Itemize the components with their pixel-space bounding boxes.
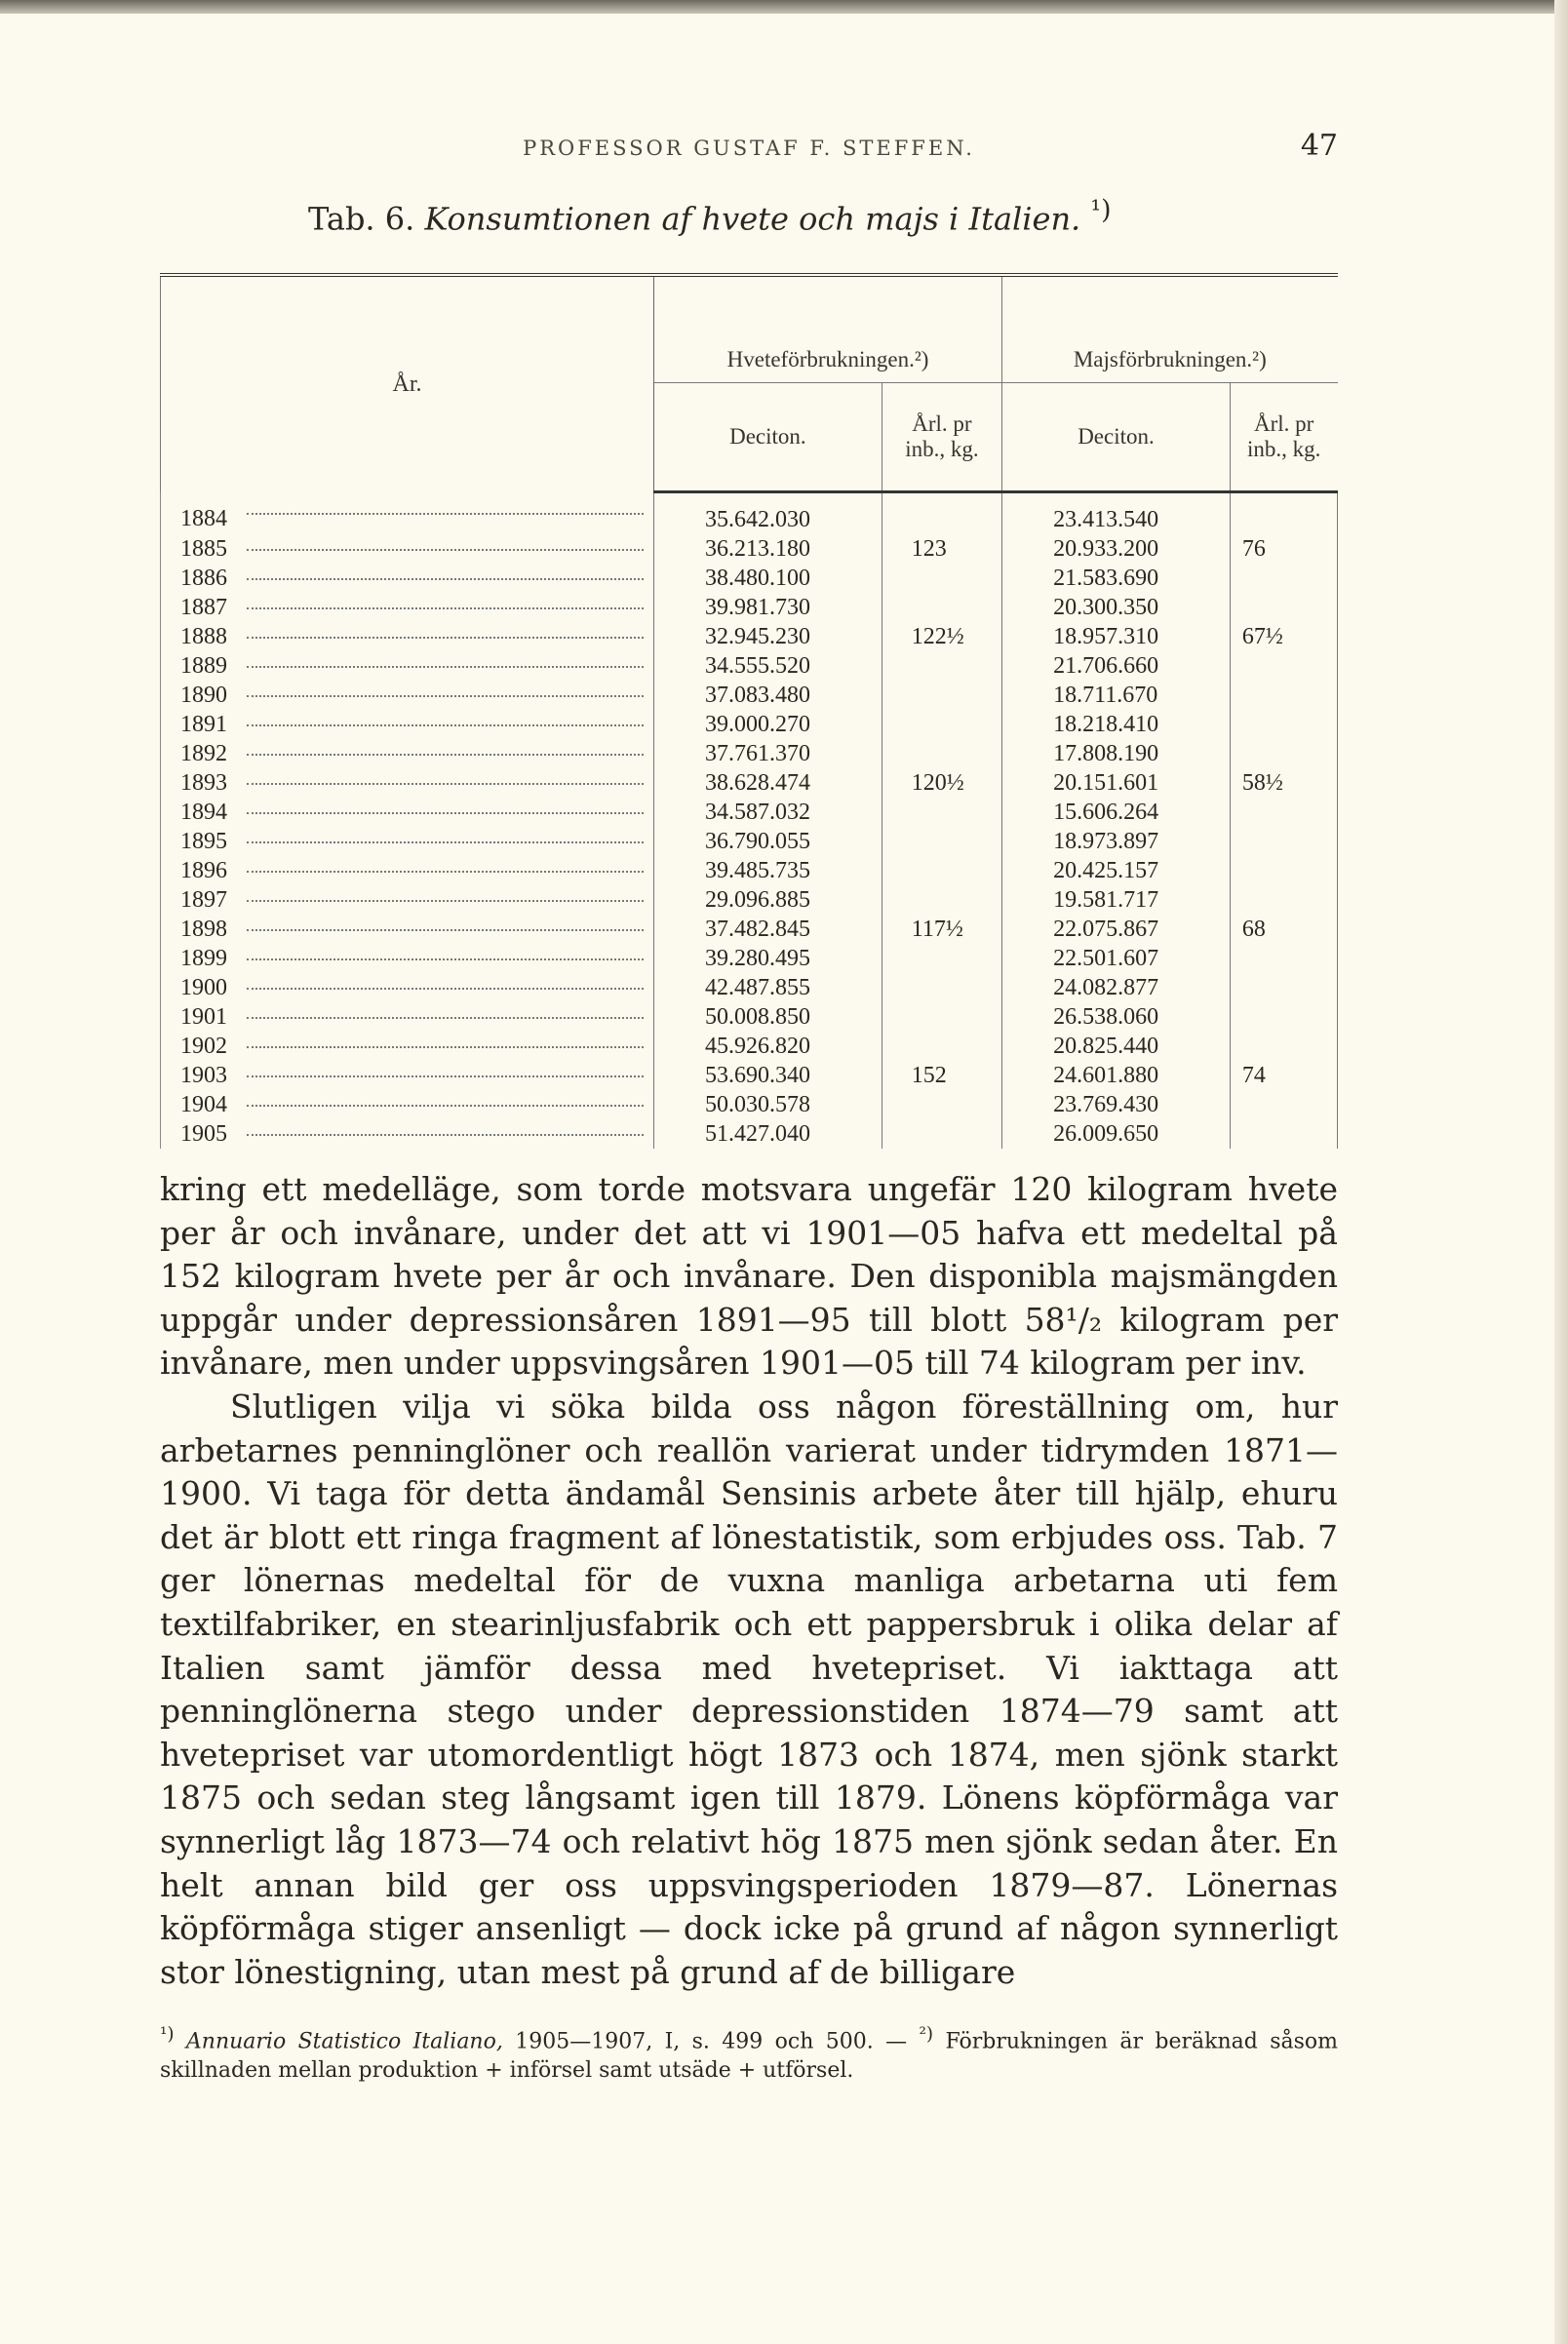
maize-avg-cell [1230,798,1337,827]
consumption-table [160,273,1338,1149]
table-row [161,885,1338,915]
dot-leader [247,578,644,580]
table-row [161,915,1338,944]
year-cell: 1901 [161,1002,654,1032]
wheat-avg-cell [882,885,1001,915]
dot-leader [247,666,644,668]
wheat-avg-cell [882,856,1001,885]
table-row [161,710,1338,739]
maize-deciton-cell: 18.973.897 [1002,827,1231,856]
maize-deciton-cell: 21.583.690 [1002,564,1231,593]
maize-avg-cell [1230,739,1337,768]
dot-leader [247,958,644,960]
year-cell: 1891 [161,710,654,739]
table-row [161,768,1338,798]
body-text [160,1168,1338,1994]
table-row [161,1061,1338,1090]
dot-leader [247,637,644,639]
maize-avg-cell: 74 [1230,1061,1337,1090]
maize-deciton-cell: 26.538.060 [1002,1002,1231,1032]
maize-deciton-cell: 20.151.601 [1002,768,1231,798]
wheat-deciton-cell: 37.482.845 [705,917,810,942]
table-title: Konsumtionen af hvete och majs i Italien. [424,200,1081,238]
year-cell: 1897 [161,885,654,915]
wheat-avg-cell: 117½ [882,915,1001,944]
table-row [161,593,1338,622]
maize-avg-cell [1230,492,1337,535]
wheat-deciton-cell: 29.096.885 [705,887,810,913]
year-cell: 1888 [161,622,654,651]
maize-deciton-cell: 17.808.190 [1002,739,1231,768]
wheat-deciton-cell: 32.945.230 [705,624,810,649]
maize-avg-cell [1230,593,1337,622]
year-cell: 1886 [161,564,654,593]
maize-deciton-cell: 26.009.650 [1002,1119,1231,1149]
table-row [161,798,1338,827]
body-paragraph: kring ett medelläge, som torde motsvara ungefär 120 kilogram hvete per år och invånare, under det att vi 1901—05 hafva ett medeltal på 152 kilogram hvete per år och invånare. Den disponibla majsmängden uppgår under depressionsåren 1891—95 till blott 58¹/₂ kilogram per invånare, men under uppsvingsåren 1901—05 till 74 kilogram per inv. [160,1170,1338,1383]
body-paragraph: Slutligen vilja vi söka bilda oss någon föreställning om, hur arbetarnes penninglöner och reallön varierat under tidrymden 1871—1900. Vi taga för detta ändamål Sensinis arbete åter till hjälp, ehuru det är blott ett ringa fragment af lönestatistik, som erbjudes oss. Tab. 7 ger lönernas medeltal för de vuxna manliga arbetarna uti fem textilfabriker, en stearinljusfabrik och ett pappersbruk i olika delar af Italien samt jämför dessa med hvetepriset. Vi iakttaga att penninglönerna stego under depressionstiden 1874—79 samt att hvetepriset var utomordentligt högt 1873 och 1874, men sjönk starkt 1875 och sedan steg långsamt igen till 1879. Lönens köpförmåga var synnerligt låg 1873—74 och relativt hög 1875 men sjönk sedan åter. En helt annan bild ger oss uppsvingsperioden 1879—87. Lönernas köpförmåga stiger ansenligt — dock icke på grund af någon synnerligt stor lönestigning, utan mest på grund af de billigare [160,1387,1338,1991]
table-row [161,651,1338,681]
wheat-deciton-cell: 37.083.480 [705,683,810,708]
wheat-deciton-cell: 39.485.735 [705,858,810,883]
wheat-deciton-cell: 39.000.270 [705,712,810,737]
maize-avg-cell [1230,651,1337,681]
year-cell: 1905 [161,1119,654,1149]
maize-avg-cell: 76 [1230,534,1337,564]
year-cell: 1898 [161,915,654,944]
footnote-source-title: Annuario Statistico Italiano, [185,2029,503,2054]
maize-avg-cell [1230,856,1337,885]
maize-avg-cell [1230,944,1337,973]
running-head: PROFESSOR GUSTAF F. STEFFEN. [523,137,975,160]
table-row [161,739,1338,768]
table-row [161,1119,1338,1149]
wheat-avg-cell [882,739,1001,768]
table-row [161,534,1338,564]
maize-header: Majsförbrukningen.²) [1002,275,1338,383]
wheat-deciton-cell: 38.628.474 [705,770,810,796]
page-number: 47 [1300,129,1338,163]
dot-leader [247,1075,644,1077]
wheat-avg-cell [882,827,1001,856]
maize-deciton-cell: 18.957.310 [1002,622,1231,651]
wheat-deciton-cell: 50.030.578 [705,1092,810,1117]
maize-deciton-cell: 23.769.430 [1002,1090,1231,1119]
dot-leader [247,513,644,515]
maize-avg-cell [1230,710,1337,739]
maize-deciton-cell: 24.601.880 [1002,1061,1231,1090]
dot-leader [247,783,644,785]
wheat-avg-cell [882,1002,1001,1032]
maize-deciton-cell: 24.082.877 [1002,973,1231,1002]
maize-avg-cell [1230,564,1337,593]
wheat-deciton-cell: 36.213.180 [705,536,810,562]
wheat-avg-cell [882,492,1001,535]
caption-footnote-mark: ¹) [1090,195,1112,225]
maize-avg-cell [1230,1090,1337,1119]
year-cell: 1895 [161,827,654,856]
maize-deciton-cell: 22.075.867 [1002,915,1231,944]
wheat-deciton-cell: 39.280.495 [705,946,810,971]
dot-leader [247,549,644,551]
maize-deciton-cell: 18.218.410 [1002,710,1231,739]
wheat-deciton-cell: 34.587.032 [705,800,810,825]
maize-deciton-header: Deciton. [1002,383,1231,492]
table-row [161,681,1338,710]
year-cell: 1899 [161,944,654,973]
maize-deciton-cell: 22.501.607 [1002,944,1231,973]
maize-avg-cell [1230,827,1337,856]
maize-deciton-cell: 18.711.670 [1002,681,1231,710]
wheat-deciton-cell: 38.480.100 [705,566,810,591]
dot-leader [247,754,644,756]
wheat-avg-cell: 122½ [882,622,1001,651]
year-cell: 1890 [161,681,654,710]
dot-leader [247,929,644,931]
year-cell: 1903 [161,1061,654,1090]
dot-leader [247,841,644,843]
table-row [161,1002,1338,1032]
wheat-avg-cell [882,593,1001,622]
wheat-deciton-cell: 50.008.850 [705,1004,810,1030]
dot-leader [247,988,644,990]
year-cell: 1887 [161,593,654,622]
maize-deciton-cell: 20.425.157 [1002,856,1231,885]
wheat-deciton-cell: 39.981.730 [705,595,810,620]
wheat-deciton-cell: 45.926.820 [705,1034,810,1059]
footnote-mark: ²) [919,2024,934,2045]
wheat-avg-cell: 120½ [882,768,1001,798]
wheat-deciton-cell: 53.690.340 [705,1063,810,1088]
dot-leader [247,607,644,609]
dot-leader [247,695,644,697]
year-cell: 1885 [161,534,654,564]
wheat-deciton-header: Deciton. [654,383,882,492]
maize-avg-cell: 68 [1230,915,1337,944]
maize-avg-cell [1230,973,1337,1002]
dot-leader [247,1105,644,1107]
dot-leader [247,812,644,814]
year-cell: 1896 [161,856,654,885]
year-cell: 1902 [161,1032,654,1061]
maize-deciton-cell: 15.606.264 [1002,798,1231,827]
dot-leader [247,1017,644,1019]
year-cell: 1892 [161,739,654,768]
wheat-avg-cell [882,1119,1001,1149]
table-caption [308,195,1111,238]
maize-deciton-cell: 20.825.440 [1002,1032,1231,1061]
maize-deciton-cell: 21.706.660 [1002,651,1231,681]
dot-leader [247,871,644,873]
year-header: År. [161,275,654,492]
table-row [161,973,1338,1002]
wheat-avg-cell [882,798,1001,827]
wheat-avg-cell [882,973,1001,1002]
footnote-text: Förbrukningen är beräknad såsom skillnaden mellan produktion + införsel samt utsäde + utförsel. [160,2029,1339,2084]
wheat-avg-cell: 152 [882,1061,1001,1090]
maize-deciton-cell: 19.581.717 [1002,885,1231,915]
wheat-deciton-cell: 36.790.055 [705,829,810,854]
page-right-edge [1554,0,1568,2344]
year-cell: 1884 [161,492,654,535]
wheat-avg-cell [882,651,1001,681]
wheat-avg-cell [882,564,1001,593]
wheat-deciton-cell: 37.761.370 [705,741,810,766]
wheat-deciton-cell: 35.642.030 [705,507,810,532]
wheat-avg-cell [882,1090,1001,1119]
footnote [160,2020,1338,2086]
table-row [161,827,1338,856]
maize-per-capita-header: Årl. pr inb., kg. [1230,383,1337,492]
dot-leader [247,900,644,902]
maize-avg-cell: 67½ [1230,622,1337,651]
year-cell: 1904 [161,1090,654,1119]
year-cell: 1900 [161,973,654,1002]
footnote-source-detail: 1905—1907, I, s. 499 och 500. — [515,2029,908,2054]
wheat-deciton-cell: 42.487.855 [705,975,810,1000]
wheat-avg-cell [882,1032,1001,1061]
year-cell: 1893 [161,768,654,798]
page-header [160,129,1338,168]
table-label: Tab. 6. [308,200,415,238]
footnote-mark: ¹) [160,2024,175,2045]
maize-deciton-cell: 23.413.540 [1002,492,1231,535]
table-row [161,492,1338,535]
maize-avg-cell [1230,681,1337,710]
wheat-per-capita-header: Årl. pr inb., kg. [882,383,1001,492]
maize-avg-cell [1230,1119,1337,1149]
wheat-header: Hveteförbrukningen.²) [654,275,1002,383]
wheat-avg-cell [882,944,1001,973]
year-cell: 1889 [161,651,654,681]
wheat-deciton-cell: 34.555.520 [705,653,810,679]
table-row [161,856,1338,885]
maize-deciton-cell: 20.933.200 [1002,534,1231,564]
maize-avg-cell [1230,1002,1337,1032]
maize-avg-cell [1230,1032,1337,1061]
wheat-avg-cell [882,710,1001,739]
page-top-edge [0,0,1568,14]
wheat-avg-cell: 123 [882,534,1001,564]
dot-leader [247,1134,644,1136]
maize-avg-cell [1230,885,1337,915]
dot-leader [247,724,644,726]
dot-leader [247,1046,644,1048]
maize-avg-cell: 58½ [1230,768,1337,798]
year-cell: 1894 [161,798,654,827]
maize-deciton-cell: 20.300.350 [1002,593,1231,622]
table-row [161,564,1338,593]
table-row [161,622,1338,651]
wheat-avg-cell [882,681,1001,710]
table-row [161,1090,1338,1119]
table-row [161,944,1338,973]
wheat-deciton-cell: 51.427.040 [705,1121,810,1147]
table-row [161,1032,1338,1061]
